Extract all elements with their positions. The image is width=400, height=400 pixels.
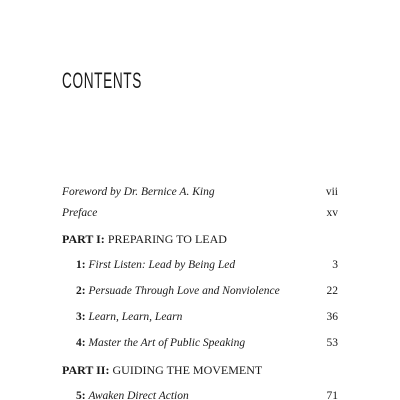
chapter-number: 2: xyxy=(76,285,86,297)
chapter-label xyxy=(76,309,182,325)
chapter-title: Persuade Through Love and Nonviolence xyxy=(88,285,280,297)
part-number: PART II: xyxy=(62,363,110,377)
part-name: PREPARING TO LEAD xyxy=(107,232,227,246)
toc-part-1[interactable] xyxy=(62,231,338,247)
chapter-number: 3: xyxy=(76,311,86,323)
chapter-number: 5: xyxy=(76,390,86,400)
part-number: PART I: xyxy=(62,232,105,246)
entry-page: xv xyxy=(326,207,338,219)
toc-entry-preface[interactable] xyxy=(62,205,338,221)
part-name: GUIDING THE MOVEMENT xyxy=(112,363,263,377)
entry-title: Preface xyxy=(62,207,98,219)
chapter-number: 4: xyxy=(76,337,86,349)
toc-chapter-5[interactable] xyxy=(62,388,338,400)
chapter-title: First Listen: Lead by Being Led xyxy=(88,259,236,271)
chapter-title: Master the Art of Public Speaking xyxy=(88,337,246,349)
toc-part-2[interactable] xyxy=(62,362,338,378)
chapter-page: 36 xyxy=(326,311,338,323)
chapter-page: 53 xyxy=(326,337,338,349)
chapter-label xyxy=(76,283,280,299)
toc-chapter-1[interactable] xyxy=(62,257,338,273)
chapter-title: Learn, Learn, Learn xyxy=(88,311,183,323)
page-title: CONTENTS xyxy=(62,68,142,93)
part-label xyxy=(62,362,262,378)
chapter-page: 3 xyxy=(332,259,338,271)
chapter-label xyxy=(76,388,189,400)
chapter-page: 71 xyxy=(326,390,338,400)
toc-chapter-2[interactable] xyxy=(62,283,338,299)
toc-entry-foreword[interactable] xyxy=(62,184,338,200)
chapter-number: 1: xyxy=(76,259,86,271)
chapter-title: Awaken Direct Action xyxy=(88,390,189,400)
chapter-label xyxy=(76,335,245,351)
chapter-page: 22 xyxy=(326,285,338,297)
toc-chapter-3[interactable] xyxy=(62,309,338,325)
toc-chapter-4[interactable] xyxy=(62,335,338,351)
chapter-label xyxy=(76,257,235,273)
part-label xyxy=(62,231,227,247)
entry-title: Foreword by Dr. Bernice A. King xyxy=(62,186,215,198)
entry-page: vii xyxy=(325,186,338,198)
